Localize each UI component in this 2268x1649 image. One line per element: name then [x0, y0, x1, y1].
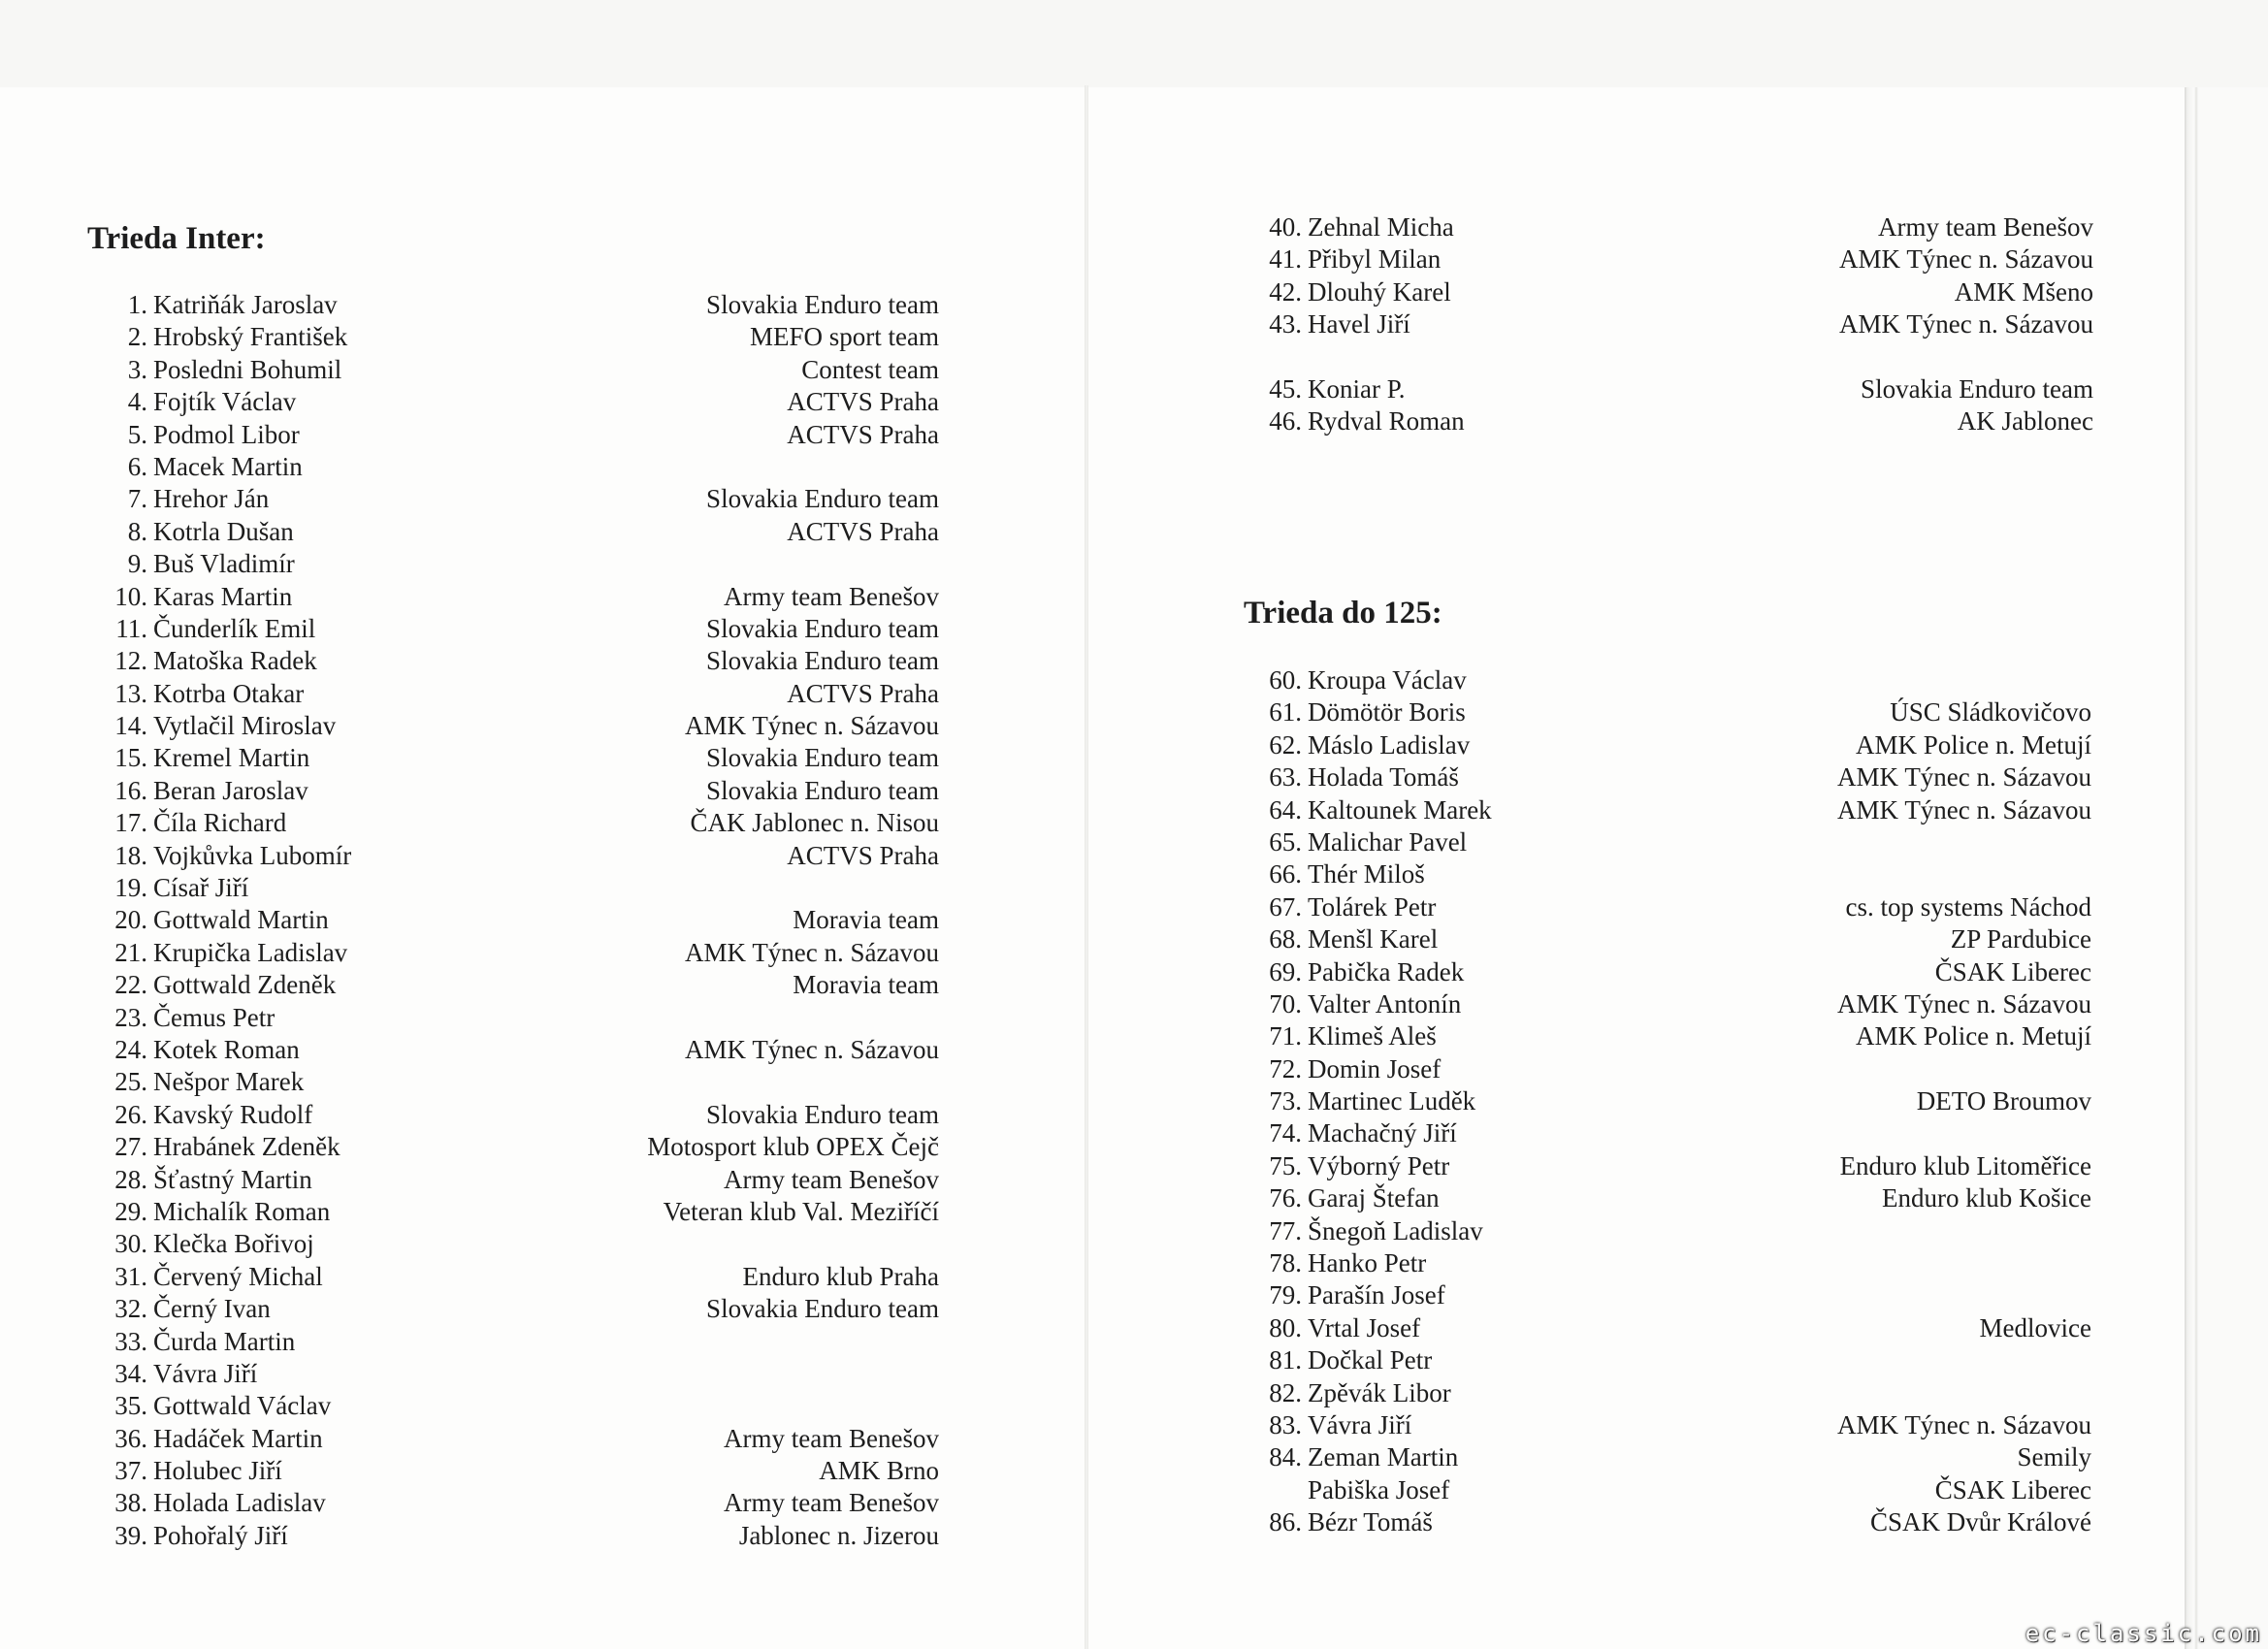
- team-name: Slovakia Enduro team: [706, 743, 939, 773]
- rider-name: Holubec Jiří: [153, 1456, 282, 1486]
- rank-number: 19.: [114, 873, 147, 903]
- list-item: [1244, 1117, 2091, 1149]
- rank-number: 18.: [114, 840, 147, 870]
- rank-number: 65.: [1269, 826, 1302, 857]
- rank-number: 62.: [1269, 729, 1302, 760]
- team-name: Contest team: [801, 354, 939, 384]
- list-item: [1244, 1150, 2091, 1182]
- list-item: [89, 1326, 939, 1358]
- heading-trieda-inter: Trieda Inter:: [87, 221, 266, 256]
- list-item: [89, 1099, 939, 1131]
- list-item: [1244, 1409, 2091, 1441]
- rider-name: Kaltounek Marek: [1308, 794, 1492, 824]
- list-item: [1244, 1474, 2091, 1506]
- list-gap: [1244, 341, 2093, 373]
- rider-name: Kremel Martin: [153, 743, 310, 773]
- team-name: ČAK Jablonec n. Nisou: [690, 808, 939, 838]
- rank-number: 77.: [1269, 1215, 1302, 1245]
- list-item: [1244, 1279, 2091, 1311]
- rank-number: 6.: [127, 451, 147, 481]
- rider-name: Tolárek Petr: [1308, 891, 1437, 922]
- rider-name: Kotrba Otakar: [153, 678, 305, 708]
- rider-name: Dočkal Petr: [1308, 1345, 1433, 1375]
- list-item: [1244, 664, 2091, 696]
- team-name: cs. top systems Náchod: [1845, 891, 2091, 922]
- team-name: ACTVS Praha: [787, 387, 939, 417]
- rank-number: 5.: [127, 419, 147, 449]
- rider-name: Rydval Roman: [1308, 406, 1465, 436]
- rank-number: 8.: [127, 516, 147, 546]
- rank-number: 82.: [1269, 1377, 1302, 1407]
- team-name: AMK Týnec n. Sázavou: [685, 1034, 939, 1064]
- team-name: MEFO sport team: [750, 322, 939, 352]
- rider-name: Kroupa Václav: [1308, 665, 1467, 695]
- rider-name: Domin Josef: [1308, 1053, 1442, 1083]
- team-name: ACTVS Praha: [787, 840, 939, 870]
- list-item: [89, 419, 939, 451]
- rider-name: Pabička Radek: [1308, 956, 1465, 986]
- rider-name: Vojkůvka Lubomír: [153, 840, 352, 870]
- team-name: Army team Benešov: [724, 1488, 939, 1518]
- list-item: [89, 1487, 939, 1519]
- rider-name: Podmol Libor: [153, 419, 300, 449]
- rank-number: 71.: [1269, 1021, 1302, 1051]
- rider-name: Parašín Josef: [1308, 1280, 1445, 1310]
- team-name: ČSAK Liberec: [1934, 1474, 2091, 1504]
- list-item: [1244, 858, 2091, 890]
- team-name: ÚSC Sládkovičovo: [1890, 697, 2091, 728]
- rank-number: 78.: [1269, 1248, 1302, 1278]
- results-list-inter-continued: [1244, 211, 2093, 438]
- team-name: Enduro klub Litoměřice: [1839, 1150, 2091, 1180]
- list-item: [89, 775, 939, 807]
- team-name: AK Jablonec: [1957, 406, 2093, 436]
- rider-name: Krupička Ladislav: [153, 937, 348, 967]
- team-name: ACTVS Praha: [787, 678, 939, 708]
- list-item: [1244, 794, 2091, 826]
- rank-number: 66.: [1269, 859, 1302, 889]
- team-name: Medlovice: [1979, 1312, 2091, 1342]
- list-item: [1244, 923, 2091, 955]
- rider-name: Kavský Rudolf: [153, 1099, 313, 1129]
- rank-number: 13.: [114, 678, 147, 708]
- rank-number: 61.: [1269, 697, 1302, 728]
- rider-name: Šnegoň Ladislav: [1308, 1215, 1483, 1245]
- list-item: [89, 451, 939, 483]
- rider-name: Červený Michal: [153, 1261, 323, 1291]
- list-item: [1244, 276, 2093, 308]
- rank-number: 41.: [1269, 244, 1302, 275]
- rank-number: 70.: [1269, 988, 1302, 1018]
- list-item: [1244, 1053, 2091, 1085]
- rank-number: 35.: [114, 1391, 147, 1421]
- team-name: AMK Týnec n. Sázavou: [1837, 762, 2091, 792]
- rider-name: Koniar P.: [1308, 373, 1406, 404]
- team-name: Enduro klub Košice: [1882, 1183, 2091, 1213]
- rider-name: Klečka Bořivoj: [153, 1229, 314, 1259]
- rank-number: 26.: [114, 1099, 147, 1129]
- rider-name: Holada Tomáš: [1308, 762, 1459, 792]
- rider-name: Přibyl Milan: [1308, 244, 1442, 275]
- rank-number: 63.: [1269, 762, 1302, 792]
- rider-name: Karas Martin: [153, 581, 293, 611]
- rank-number: 24.: [114, 1034, 147, 1064]
- rank-number: 84.: [1269, 1442, 1302, 1472]
- rank-number: 10.: [114, 581, 147, 611]
- list-item: [89, 678, 939, 710]
- rank-number: 75.: [1269, 1150, 1302, 1180]
- team-name: ACTVS Praha: [787, 516, 939, 546]
- team-name: Veteran klub Val. Meziříčí: [663, 1196, 939, 1226]
- rider-name: Matoška Radek: [153, 646, 317, 676]
- team-name: ČSAK Liberec: [1934, 956, 2091, 986]
- list-item: [89, 710, 939, 742]
- rank-number: 25.: [114, 1067, 147, 1097]
- team-name: Slovakia Enduro team: [706, 1099, 939, 1129]
- team-name: AMK Mšeno: [1954, 276, 2093, 307]
- list-item: [89, 1196, 939, 1228]
- rank-number: 2.: [127, 322, 147, 352]
- rider-name: Vytlačil Miroslav: [153, 711, 337, 741]
- list-item: [89, 516, 939, 548]
- list-item: [89, 1455, 939, 1487]
- rider-name: Výborný Petr: [1308, 1150, 1450, 1180]
- rank-number: 31.: [114, 1261, 147, 1291]
- team-name: Army team Benešov: [724, 581, 939, 611]
- list-item: [1244, 1020, 2091, 1052]
- rider-name: Hanko Petr: [1308, 1248, 1427, 1278]
- list-item: [89, 1520, 939, 1552]
- team-name: Slovakia Enduro team: [706, 775, 939, 805]
- rider-name: Nešpor Marek: [153, 1067, 305, 1097]
- list-item: [1244, 696, 2091, 728]
- team-name: Enduro klub Praha: [742, 1261, 939, 1291]
- team-name: AMK Police n. Metují: [1856, 1021, 2091, 1051]
- list-item: [89, 289, 939, 321]
- rank-number: 20.: [114, 905, 147, 935]
- rank-number: 30.: [114, 1229, 147, 1259]
- rider-name: Hrabánek Zdeněk: [153, 1132, 340, 1162]
- list-item: [1244, 956, 2091, 988]
- list-item: [1244, 891, 2091, 923]
- list-item: [89, 1228, 939, 1260]
- list-item: [89, 1002, 939, 1034]
- team-name: Army team Benešov: [724, 1423, 939, 1453]
- list-item: [89, 1293, 939, 1325]
- team-name: Semily: [2017, 1442, 2091, 1472]
- rider-name: Macek Martin: [153, 451, 303, 481]
- list-item: [1244, 373, 2093, 405]
- list-item: [1244, 826, 2091, 858]
- rider-name: Zpěvák Libor: [1308, 1377, 1451, 1407]
- list-item: [89, 645, 939, 677]
- rank-number: 16.: [114, 775, 147, 805]
- list-item: [1244, 1441, 2091, 1473]
- rank-number: 4.: [127, 387, 147, 417]
- rank-number: 68.: [1269, 924, 1302, 954]
- list-item: [1244, 243, 2093, 275]
- rider-name: Menšl Karel: [1308, 924, 1439, 954]
- rank-number: 46.: [1269, 406, 1302, 436]
- list-item: [89, 548, 939, 580]
- watermark: ec-classic.com: [2025, 1620, 2262, 1647]
- paper-edge: [2185, 87, 2268, 1649]
- rider-name: Havel Jiří: [1308, 309, 1410, 340]
- rank-number: 76.: [1269, 1183, 1302, 1213]
- team-name: Moravia team: [793, 970, 939, 1000]
- team-name: Army team Benešov: [724, 1164, 939, 1194]
- list-item: [89, 937, 939, 969]
- list-item: [89, 1131, 939, 1163]
- list-item: [1244, 1377, 2091, 1409]
- rank-number: 40.: [1269, 212, 1302, 242]
- team-name: AMK Týnec n. Sázavou: [1837, 1409, 2091, 1439]
- team-name: Slovakia Enduro team: [706, 290, 939, 319]
- list-item: [89, 1358, 939, 1390]
- rank-number: 86.: [1269, 1507, 1302, 1537]
- rank-number: 11.: [115, 613, 147, 643]
- rank-number: 1.: [127, 290, 147, 319]
- list-item: [89, 1261, 939, 1293]
- rider-name: Martinec Luděk: [1308, 1086, 1476, 1116]
- list-item: [89, 483, 939, 515]
- team-name: AMK Police n. Metují: [1856, 729, 2091, 760]
- rider-name: Fojtík Václav: [153, 387, 297, 417]
- rider-name: Vávra Jiří: [1308, 1409, 1412, 1439]
- list-item: [89, 1066, 939, 1098]
- team-name: Army team Benešov: [1878, 212, 2093, 242]
- team-name: Motosport klub OPEX Čejč: [647, 1132, 939, 1162]
- rank-number: 38.: [114, 1488, 147, 1518]
- list-item: [89, 742, 939, 774]
- list-item: [1244, 1215, 2091, 1247]
- list-item: [1244, 1182, 2091, 1214]
- list-item: [89, 1164, 939, 1196]
- rider-name: Beran Jaroslav: [153, 775, 308, 805]
- rank-number: 3.: [127, 354, 147, 384]
- rank-number: 21.: [114, 937, 147, 967]
- rank-number: 34.: [114, 1358, 147, 1388]
- list-item: [89, 1390, 939, 1422]
- list-item: [1244, 729, 2091, 761]
- list-item: [89, 904, 939, 936]
- list-item: [89, 321, 939, 353]
- team-name: Moravia team: [793, 905, 939, 935]
- team-name: AMK Týnec n. Sázavou: [1839, 244, 2093, 275]
- list-item: [89, 613, 939, 645]
- list-item: [1244, 1085, 2091, 1117]
- rider-name: Michalík Roman: [153, 1196, 331, 1226]
- rank-number: 29.: [114, 1196, 147, 1226]
- team-name: ACTVS Praha: [787, 419, 939, 449]
- team-name: DETO Broumov: [1916, 1086, 2091, 1116]
- list-item: [89, 354, 939, 386]
- list-item: [89, 807, 939, 839]
- rider-name: Císař Jiří: [153, 873, 249, 903]
- rank-number: 60.: [1269, 665, 1302, 695]
- team-name: Slovakia Enduro team: [706, 613, 939, 643]
- rank-number: 67.: [1269, 891, 1302, 922]
- list-item: [89, 872, 939, 904]
- list-item: [89, 1423, 939, 1455]
- rank-number: 69.: [1269, 956, 1302, 986]
- team-name: ČSAK Dvůr Králové: [1870, 1507, 2091, 1537]
- team-name: AMK Týnec n. Sázavou: [1837, 988, 2091, 1018]
- rank-number: 39.: [114, 1520, 147, 1550]
- rider-name: Čemus Petr: [153, 1002, 275, 1032]
- rider-name: Posledni Bohumil: [153, 354, 342, 384]
- list-item: [1244, 761, 2091, 793]
- team-name: AMK Týnec n. Sázavou: [1839, 309, 2093, 340]
- rank-number: 81.: [1269, 1345, 1302, 1375]
- rider-name: Garaj Štefan: [1308, 1183, 1440, 1213]
- rider-name: Černý Ivan: [153, 1294, 271, 1324]
- team-name: AMK Týnec n. Sázavou: [685, 937, 939, 967]
- rider-name: Valter Antonín: [1308, 988, 1462, 1018]
- rider-name: Gottwald Václav: [153, 1391, 332, 1421]
- rank-number: 27.: [114, 1132, 147, 1162]
- rank-number: 37.: [114, 1456, 147, 1486]
- list-item: [89, 969, 939, 1001]
- rank-number: 32.: [114, 1294, 147, 1324]
- rank-number: 83.: [1269, 1409, 1302, 1439]
- rider-name: Šťastný Martin: [153, 1164, 312, 1194]
- rider-name: Zehnal Micha: [1308, 212, 1454, 242]
- list-item: [89, 581, 939, 613]
- rider-name: Thér Miloš: [1308, 859, 1425, 889]
- rider-name: Dömötör Boris: [1308, 697, 1466, 728]
- rank-number: 15.: [114, 743, 147, 773]
- rider-name: Čunderlík Emil: [153, 613, 316, 643]
- rank-number: 23.: [114, 1002, 147, 1032]
- rider-name: Katriňák Jaroslav: [153, 290, 338, 319]
- rider-name: Vrtal Josef: [1308, 1312, 1421, 1342]
- rank-number: 79.: [1269, 1280, 1302, 1310]
- rider-name: Machačný Jiří: [1308, 1118, 1457, 1148]
- rank-number: 72.: [1269, 1053, 1302, 1083]
- rider-name: Čurda Martin: [153, 1326, 296, 1356]
- rider-name: Hadáček Martin: [153, 1423, 323, 1453]
- rider-name: Kotek Roman: [153, 1034, 300, 1064]
- rider-name: Gottwald Zdeněk: [153, 970, 337, 1000]
- rank-number: 33.: [114, 1326, 147, 1356]
- rider-name: Zeman Martin: [1308, 1442, 1459, 1472]
- rank-number: 64.: [1269, 794, 1302, 824]
- rank-number: 45.: [1269, 373, 1302, 404]
- rank-number: 74.: [1269, 1118, 1302, 1148]
- rider-name: Máslo Ladislav: [1308, 729, 1471, 760]
- rider-name: Holada Ladislav: [153, 1488, 326, 1518]
- rider-name: Klimeš Aleš: [1308, 1021, 1437, 1051]
- results-list-125: [1244, 664, 2091, 1539]
- rider-name: Hrehor Ján: [153, 484, 270, 514]
- rank-number: 17.: [114, 808, 147, 838]
- list-item: [89, 1034, 939, 1066]
- rider-name: Kotrla Dušan: [153, 516, 294, 546]
- rider-name: Malichar Pavel: [1308, 826, 1468, 857]
- list-item: [1244, 1344, 2091, 1376]
- rank-number: 12.: [114, 646, 147, 676]
- team-name: AMK Brno: [819, 1456, 939, 1486]
- team-name: Slovakia Enduro team: [706, 1294, 939, 1324]
- rank-number: 73.: [1269, 1086, 1302, 1116]
- team-name: Jablonec n. Jizerou: [738, 1520, 939, 1550]
- rank-number: 14.: [114, 711, 147, 741]
- list-item: [1244, 1247, 2091, 1279]
- team-name: Slovakia Enduro team: [706, 646, 939, 676]
- list-item: [1244, 1312, 2091, 1344]
- results-list-inter: [89, 289, 939, 1552]
- list-item: [1244, 1506, 2091, 1538]
- rank-number: 36.: [114, 1423, 147, 1453]
- team-name: ZP Pardubice: [1950, 924, 2091, 954]
- rider-name: Vávra Jiří: [153, 1358, 258, 1388]
- rider-name: Buš Vladimír: [153, 549, 295, 579]
- rank-number: 9.: [127, 549, 147, 579]
- rank-number: 42.: [1269, 276, 1302, 307]
- rank-number: 22.: [114, 970, 147, 1000]
- team-name: Slovakia Enduro team: [706, 484, 939, 514]
- rider-name: Hrobský František: [153, 322, 348, 352]
- rank-number: 43.: [1269, 309, 1302, 340]
- rider-name: Bézr Tomáš: [1308, 1507, 1433, 1537]
- rank-number: 7.: [127, 484, 147, 514]
- rank-number: 28.: [114, 1164, 147, 1194]
- list-item: [1244, 405, 2093, 437]
- rider-name: Gottwald Martin: [153, 905, 329, 935]
- list-item: [89, 840, 939, 872]
- list-item: [1244, 211, 2093, 243]
- heading-trieda-125: Trieda do 125:: [1244, 596, 1442, 630]
- list-item: [89, 386, 939, 418]
- rider-name: Pabiška Josef: [1308, 1474, 1450, 1504]
- team-name: AMK Týnec n. Sázavou: [1837, 794, 2091, 824]
- team-name: AMK Týnec n. Sázavou: [685, 711, 939, 741]
- team-name: Slovakia Enduro team: [1861, 373, 2093, 404]
- list-item: [1244, 988, 2091, 1020]
- rider-name: Dlouhý Karel: [1308, 276, 1451, 307]
- rank-number: 80.: [1269, 1312, 1302, 1342]
- rider-name: Číla Richard: [153, 808, 287, 838]
- list-item: [1244, 308, 2093, 340]
- rider-name: Pohořalý Jiří: [153, 1520, 288, 1550]
